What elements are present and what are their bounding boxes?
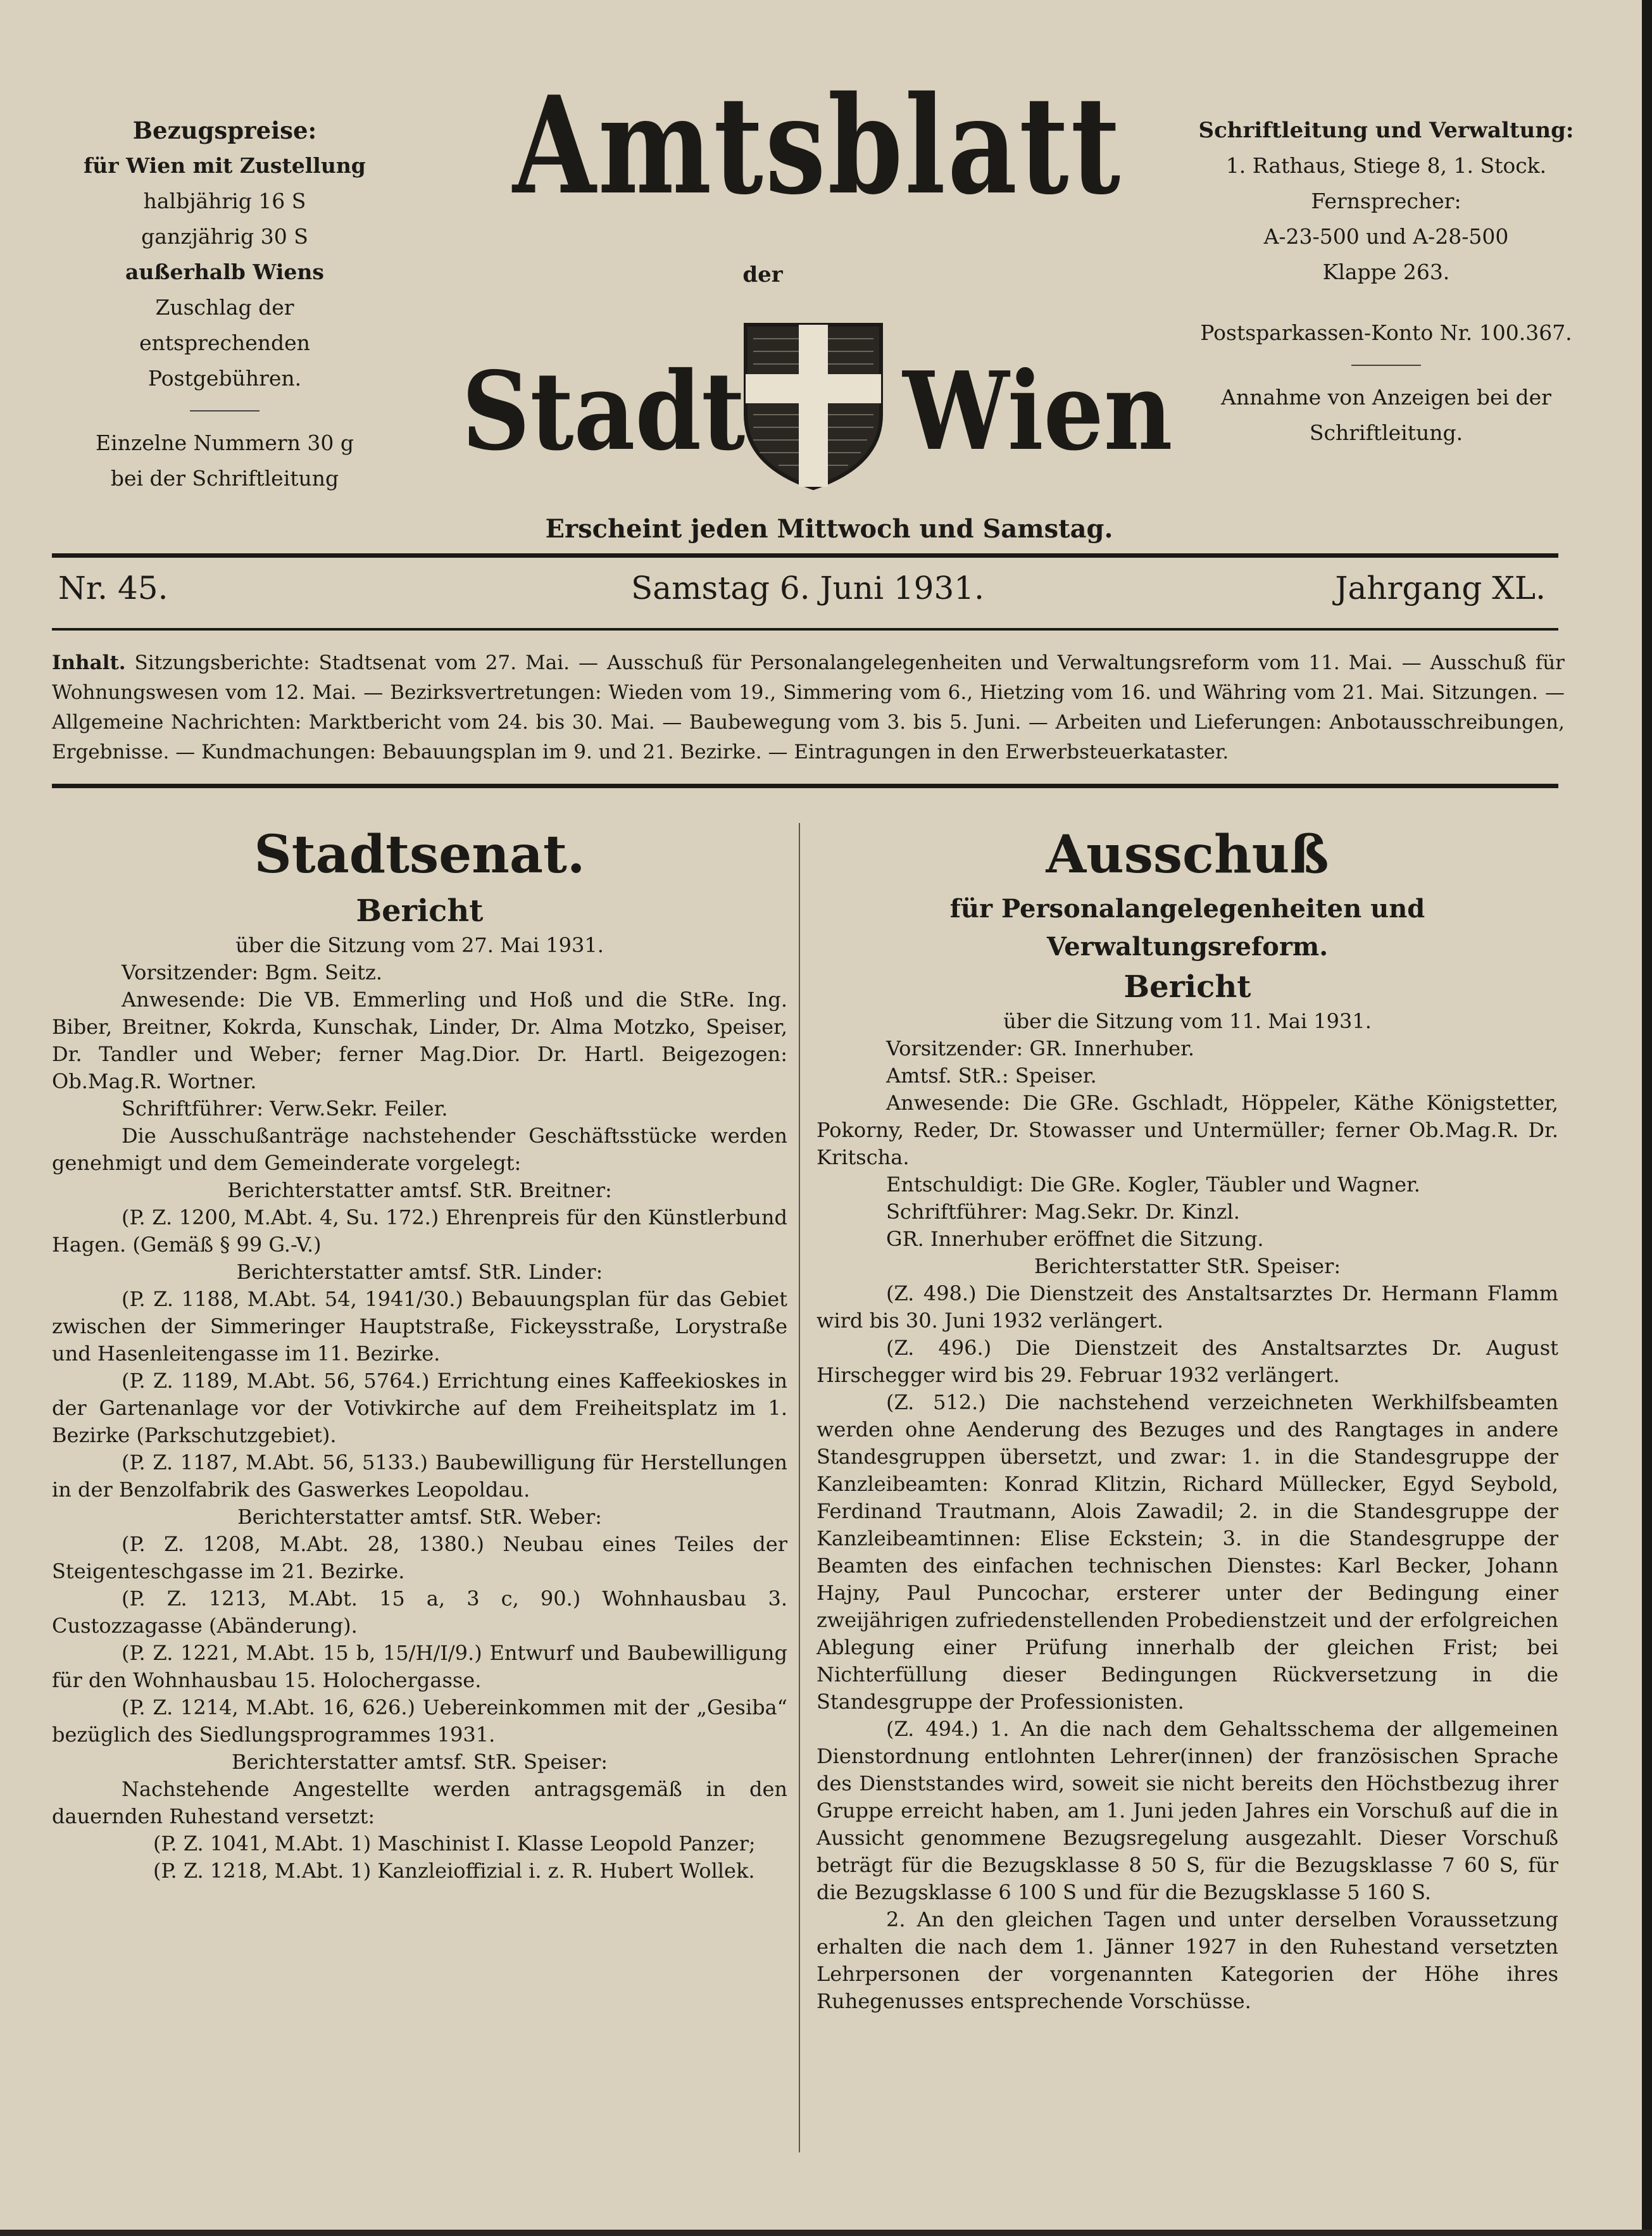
chair: Vorsitzender: GR. Innerhuber.	[886, 1036, 1195, 1060]
paragraph: Die Ausschußanträge nachstehender Geschäftsstücke werden genehmigt und dem Gemeinderate vorgelegt:	[52, 1124, 787, 1175]
rapporteur: Berichterstatter StR. Speiser:	[1034, 1254, 1341, 1278]
section-title: Ausschuß	[1046, 824, 1329, 885]
issue-number: Nr. 45.	[58, 570, 168, 606]
rapporteur: Berichterstatter amtsf. StR. Speiser:	[231, 1750, 608, 1774]
rapporteur: Berichterstatter amtsf. StR. Weber:	[237, 1505, 602, 1529]
rapporteur: Berichterstatter amtsf. StR. Breitner:	[227, 1178, 612, 1202]
office-line: Fernsprecher:	[1311, 189, 1461, 213]
subscription-line: halbjährig 16 S	[143, 189, 306, 213]
subscription-line: Zuschlag der entsprechenden	[139, 295, 310, 355]
opening: GR. Innerhuber eröffnet die Sitzung.	[886, 1227, 1264, 1251]
agenda-item: (P. Z. 1221, M.Abt. 15 b, 15/H/I/9.) Entwurf und Baubewilligung für den Wohnhausbau 15. Holochergasse.	[52, 1641, 787, 1692]
secretary: Schriftführer: Verw.Sekr. Feiler.	[122, 1096, 448, 1121]
office-line: Schriftleitung.	[1309, 420, 1463, 445]
issue-volume: Jahrgang XL.	[1335, 570, 1546, 606]
subscription-line: Postgebühren.	[147, 366, 302, 391]
official: Amtsf. StR.: Speiser.	[886, 1064, 1097, 1088]
chair: Vorsitzender: Bgm. Seitz.	[122, 960, 382, 984]
contents-label: Inhalt.	[52, 651, 126, 674]
paragraph: Nachstehende Angestellte werden antragsgemäß in den dauernden Ruhestand versetzt:	[52, 1777, 787, 1828]
subscription-line: für Wien mit Zustellung	[84, 153, 366, 178]
agenda-item: (P. Z. 1189, M.Abt. 56, 5764.) Errichtung eines Kaffeekioskes in der Gartenanlage vor der Votivkirche auf dem Freiheitsplatz im 1. Bezirke (Parkschutzgebiet).	[52, 1369, 787, 1447]
column-stadtsenat	[52, 823, 787, 1885]
column-ausschuss	[817, 823, 1558, 2015]
agenda-item: (Z. 512.) Die nachstehend verzeichneten Werkhilfsbeamten werden ohne Aenderung des Bezuges und des Rangtages in andere Standesgruppen übersetzt, und zwar: 1. in die Standesgruppe der Kanzleibeamten: Konrad Klitzin, Richard Müllecker, Egyd Seybold, Ferdinand Trautmann, Alois Zawadil; 2. in die Standesgruppe der Kanzleibeamtinnen: Elise Eckstein; 3. in die Standesgruppe der Beamten des einfachen technischen Dienstes: Karl Becker, Johann Hajny, Paul Puncochar, ersterer unter der Bedingung einer zweijährigen zufriedenstellenden Probedienstzeit und der erfolgreichen Ablegung einer Prüfung innerhalb der gleichen Frist; bei Nichterfüllung dieser Bedingungen Rückversetzung in die Standesgruppe der Professionisten.	[817, 1390, 1558, 1714]
subscription-heading: Bezugspreise:	[132, 116, 317, 144]
table-of-contents	[52, 648, 1565, 767]
section-title: Stadtsenat.	[254, 824, 585, 885]
session-date: über die Sitzung vom 11. Mai 1931.	[1003, 1009, 1372, 1033]
vienna-coat-of-arms-icon	[741, 320, 886, 491]
agenda-item: (P. Z. 1213, M.Abt. 15 a, 3 c, 90.) Wohnhausbau 3. Custozzagasse (Abänderung).	[52, 1586, 787, 1638]
section-subtitle: für Personalangelegenheiten und Verwaltungsreform.	[949, 894, 1425, 962]
contents-rule	[52, 784, 1558, 788]
secretary: Schriftführer: Mag.Sekr. Dr. Kinzl.	[886, 1200, 1240, 1224]
masthead-der: der	[742, 262, 783, 287]
publication-schedule: Erscheint jeden Mittwoch und Samstag.	[545, 514, 1113, 544]
subscription-line: ganzjährig 30 S	[141, 224, 308, 249]
attendees: Anwesende: Die VB. Emmerling und Hoß und die StRe. Ing. Biber, Breitner, Kokrda, Kunschak, Linder, Dr. Alma Motzko, Speiser, Dr. Tandler und Weber; ferner Mag.Dior. Dr. Hartl. Beigezogen: Ob.Mag.R. Wortner.	[52, 988, 787, 1093]
office-line: Postsparkassen-Konto Nr. 100.367.	[1200, 320, 1572, 345]
office-line: Klappe 263.	[1322, 260, 1450, 284]
attendees: Anwesende: Die GRe. Gschladt, Höppeler, Käthe Königstetter, Pokorny, Reder, Dr. Stowasser und Untermüller; ferner Ob.Mag.R. Dr. Kritscha.	[817, 1091, 1558, 1169]
agenda-item: (P. Z. 1208, M.Abt. 28, 1380.) Neubau eines Teiles der Steigenteschgasse im 21. Bezirke.	[52, 1532, 787, 1583]
agenda-item: (Z. 494.) 1. An die nach dem Gehaltsschema der allgemeinen Dienstordnung entlohnten Lehrer(innen) der französischen Sprache des Dienststandes wird, soweit sie nicht bereits den Höchstbezug ihrer Gruppe erreicht haben, am 1. Juni jeden Jahres ein Vorschuß auf die in Aussicht genommene Bezugsregelung ausgezahlt. Dieser Vorschuß beträgt für die Bezugsklasse 8 50 S, für die Bezugsklasse 7 60 S, für die Bezugsklasse 6 100 S und für die Bezugsklasse 5 160 S.	[817, 1717, 1558, 1904]
masthead-stadt: Stadt	[461, 348, 746, 475]
masthead-rule	[52, 553, 1558, 558]
agenda-item: (P. Z. 1187, M.Abt. 56, 5133.) Baubewilligung für Herstellungen in der Benzolfabrik des Gaswerkes Leopoldau.	[52, 1450, 787, 1502]
subscription-line: außerhalb Wiens	[125, 260, 324, 284]
agenda-item: 2. An den gleichen Tagen und unter derselben Voraussetzung erhalten die nach dem 1. Jänner 1927 in den Ruhestand versetzten Lehrpersonen der vorgenannten Kategorien der Höhe ihres Ruhegenusses entsprechende Vorschüsse.	[817, 1907, 1558, 2013]
subscription-box	[82, 113, 367, 496]
report-heading: Bericht	[1123, 969, 1251, 1005]
masthead-wien: Wien	[903, 348, 1173, 475]
issue-date: Samstag 6. Juni 1931.	[631, 570, 985, 606]
agenda-item: (P. Z. 1041, M.Abt. 1) Maschinist I. Klasse Leopold Panzer;	[153, 1831, 756, 1856]
divider	[1351, 365, 1421, 366]
contents-text: Sitzungsberichte: Stadtsenat vom 27. Mai. — Ausschuß für Personalangelegenheiten und Verwaltungsreform vom 11. Mai. — Ausschuß für Wohnungswesen vom 12. Mai. — Bezirksvertretungen: Wieden vom 19., Simmering vom 6., Hietzing vom 16. und Währing vom 21. Mai. Sitzungen. — Allgemeine Nachrichten: Marktbericht vom 24. bis 30. Mai. — Baubewegung vom 3. bis 5. Juni. — Arbeiten und Lieferungen: Anbotausschreibungen, Ergebnisse. — Kundmachungen: Bebauungsplan im 9. und 21. Bezirke. — Eintragungen in den Erwerbsteuerkataster.	[52, 651, 1565, 763]
office-line: A-23-500 und A-28-500	[1263, 224, 1509, 249]
rapporteur: Berichterstatter amtsf. StR. Linder:	[236, 1260, 603, 1284]
scan-edge-right	[1642, 0, 1652, 2236]
agenda-item: (P. Z. 1188, M.Abt. 54, 1941/30.) Bebauungsplan für das Gebiet zwischen der Simmeringer Hauptstraße, Fickeysstraße, Lorystraße und Hasenleitengasse im 11. Bezirke.	[52, 1287, 787, 1366]
editorial-office-box	[1190, 113, 1582, 451]
office-line: Annahme von Anzeigen bei der	[1221, 385, 1551, 410]
session-date: über die Sitzung vom 27. Mai 1931.	[235, 933, 604, 957]
office-line: 1. Rathaus, Stiege 8, 1. Stock.	[1225, 153, 1547, 178]
report-heading: Bericht	[356, 893, 484, 929]
masthead-title: Amtsblatt	[513, 66, 1123, 224]
column-divider	[799, 823, 800, 2152]
agenda-item: (P. Z. 1200, M.Abt. 4, Su. 172.) Ehrenpreis für den Künstlerbund Hagen. (Gemäß § 99 G.-V.)	[52, 1205, 787, 1257]
agenda-item: (Z. 498.) Die Dienstzeit des Anstaltsarztes Dr. Hermann Flamm wird bis 30. Juni 1932 verlängert.	[817, 1281, 1558, 1333]
scan-edge-bottom	[0, 2230, 1652, 2236]
agenda-item: (P. Z. 1218, M.Abt. 1) Kanzleioffizial i. z. R. Hubert Wollek.	[153, 1859, 755, 1883]
issue-rule	[52, 628, 1558, 631]
subscription-line: Einzelne Nummern 30 g	[95, 430, 354, 455]
agenda-item: (P. Z. 1214, M.Abt. 16, 626.) Uebereinkommen mit der „Gesiba“ bezüglich des Siedlungsprogrammes 1931.	[52, 1695, 787, 1747]
agenda-item: (Z. 496.) Die Dienstzeit des Anstaltsarztes Dr. August Hirschegger wird bis 29. Februar 1932 verlängert.	[817, 1336, 1558, 1387]
divider	[190, 410, 260, 411]
office-heading: Schriftleitung und Verwaltung:	[1198, 118, 1574, 143]
excused: Entschuldigt: Die GRe. Kogler, Täubler und Wagner.	[886, 1172, 1420, 1197]
subscription-line: bei der Schriftleitung	[110, 466, 339, 491]
